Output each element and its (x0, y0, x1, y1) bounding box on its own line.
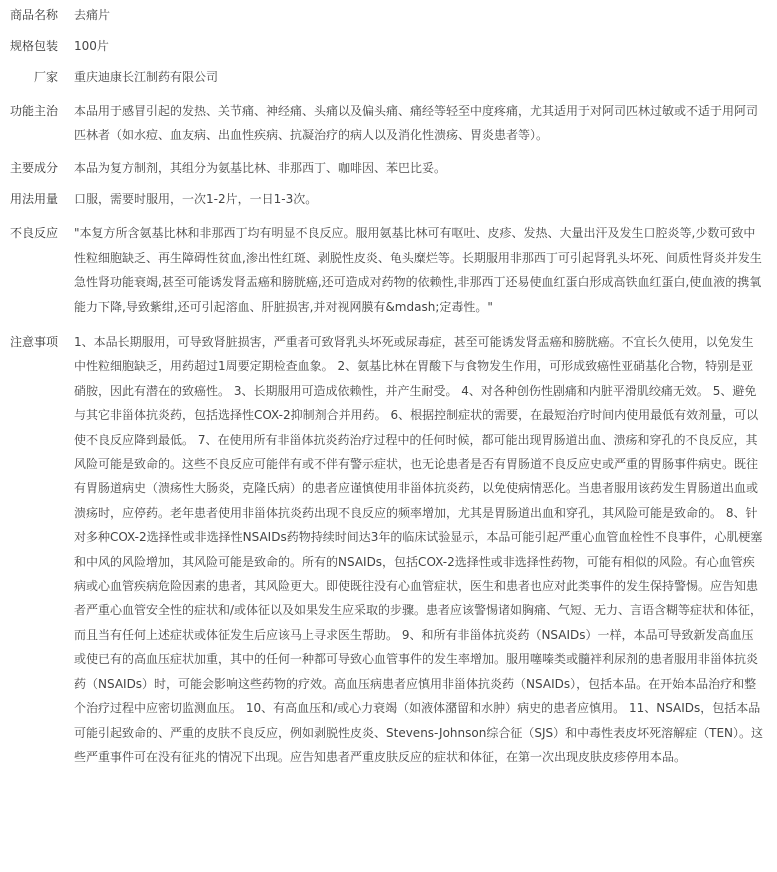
product-name-value: 去痛片 (74, 8, 111, 22)
row-product-name (0, 5, 777, 25)
spec-label: 规格包装 (9, 39, 58, 53)
function-value: 本品用于感冒引起的发热、关节痛、神经痛、头痛以及偏头痛、痛经等轻至中度疼痛，尤其适用于对阿司匹林过敏或不适于用阿司匹林者（如水痘、血友病、出血性疾病、抗凝治疗的病人以及消化性溃疡、胃炎患者等）。 (74, 104, 759, 142)
product-name-label: 商品名称 (9, 8, 58, 22)
usage-value: 口服，需要时服用，一次1-2片，一日1-3次。 (74, 192, 318, 206)
row-function (0, 99, 777, 147)
usage-label: 用法用量 (9, 192, 58, 206)
adverse-label: 不良反应 (9, 226, 58, 240)
row-spec (0, 36, 777, 56)
manufacturer-label: 厂家 (33, 70, 58, 84)
spec-value: 100片 (74, 39, 109, 53)
row-precautions (0, 330, 777, 769)
manufacturer-value: 重庆迪康长江制药有限公司 (74, 70, 219, 84)
ingredients-value: 本品为复方制剂，其组分为氨基比林、非那西丁、咖啡因、苯巴比妥。 (74, 161, 447, 175)
function-label: 功能主治 (9, 104, 58, 118)
row-manufacturer (0, 67, 777, 87)
ingredients-label: 主要成分 (9, 161, 58, 175)
row-usage (0, 189, 777, 209)
row-ingredients (0, 158, 777, 178)
row-adverse-reactions (0, 221, 777, 319)
adverse-value: "本复方所含氨基比林和非那西丁均有明显不良反应。服用氨基比林可有呕吐、皮疹、发热、大量出汗及发生口腔炎等,少数可致中性粒细胞缺乏、再生障碍性贫血,渗出性红斑、剥脱性皮炎、龟头糜烂等。长期服用非那西丁可引起肾乳头坏死、间质性肾炎并发生急性肾功能衰竭,甚至可能诱发肾盂癌和膀胱癌,还可造成对药物的依赖性,非那西丁还易使血红蛋白形成高铁血红蛋白,使血液的携氧能力下降,导致紫绀,还可引起溶血、肝脏损害,并对视网膜有&mdash;定毒性。" (74, 226, 762, 314)
precautions-label: 注意事项 (9, 335, 58, 349)
precautions-value: 1、本品长期服用，可导致肾脏损害，严重者可致肾乳头坏死或尿毒症，甚至可能诱发肾盂癌和膀胱癌。不宜长久使用，以免发生中性粒细胞缺乏，用药超过1周要定期检查血象。 2、氨基比林在胃酸下与食物发生作用，可形成致癌性亚硝基化合物，特别是亚硝胺，因此有潜在的致癌性。 3、长期服用可造成依赖性，并产生耐受。 4、对各种创伤性剧痛和内脏平滑肌绞痛无效。 5、避免与其它非甾体抗炎药，包括选择性COX-2抑制剂合并用药。 6、根据控制症状的需要，在最短治疗时间内使用最低有效剂量，可以使不良反应降到最低。 7、在使用所有非甾体抗炎药治疗过程中的任何时候，都可能出现胃肠道出血、溃疡和穿孔的不良反应，其风险可能是致命的。这些不良反应可能伴有或不伴有警示症状，也无论患者是否有胃肠道不良反应史或严重的胃肠事件病史。既往有胃肠道病史（溃疡性大肠炎，克隆氏病）的患者应谨慎使用非甾体抗炎药，以免使病情恶化。当患者服用该药发生胃肠道出血或溃疡时，应停药。老年患者使用非甾体抗炎药出现不良反应的频率增加，尤其是胃肠道出血和穿孔，其风险可能是致命的。 8、针对多种COX-2选择性或非选择性NSAIDs药物持续时间达3年的临床试验显示，本品可能引起严重心血管血栓性不良事件，心肌梗塞和中风的风险增加，其风险可能是致命的。所有的NSAIDs，包括COX-2选择性或非选择性药物，可能有相似的风险。有心血管疾病或心血管疾病危险因素的患者，其风险更大。即使既往没有心血管症状，医生和患者也应对此类事件的发生保持警惕。应告知患者严重心血管安全性的症状和/或体征以及如果发生应采取的步骤。患者应该警惕诸如胸痛、气短、无力、言语含糊等症状和体征，而且当有任何上述症状或体征发生后应该马上寻求医生帮助。 9、和所有非甾体抗炎药（NSAIDs）一样，本品可导致新发高血压或使已有的高血压症状加重，其中的任何一种都可导致心血管事件的发生率增加。服用噻嗪类或髓袢利尿剂的患者服用非甾体抗炎药（NSAIDs）时，可能会影响这些药物的疗效。高血压病患者应慎用非甾体抗炎药（NSAIDs），包括本品。在开始本品治疗和整个治疗过程中应密切监测血压。 10、有高血压和/或心力衰竭（如液体潴留和水肿）病史的患者应慎用。 11、NSAIDs，包括本品可能引起致命的、严重的皮肤不良反应，例如剥脱性皮炎、Stevens-Johnson综合征（SJS）和中毒性表皮坏死溶解症（TEN）。这些严重事件可在没有征兆的情况下出现。应告知患者严重皮肤反应的症状和体征，在第一次出现皮肤皮疹停用本品。 (74, 335, 764, 764)
